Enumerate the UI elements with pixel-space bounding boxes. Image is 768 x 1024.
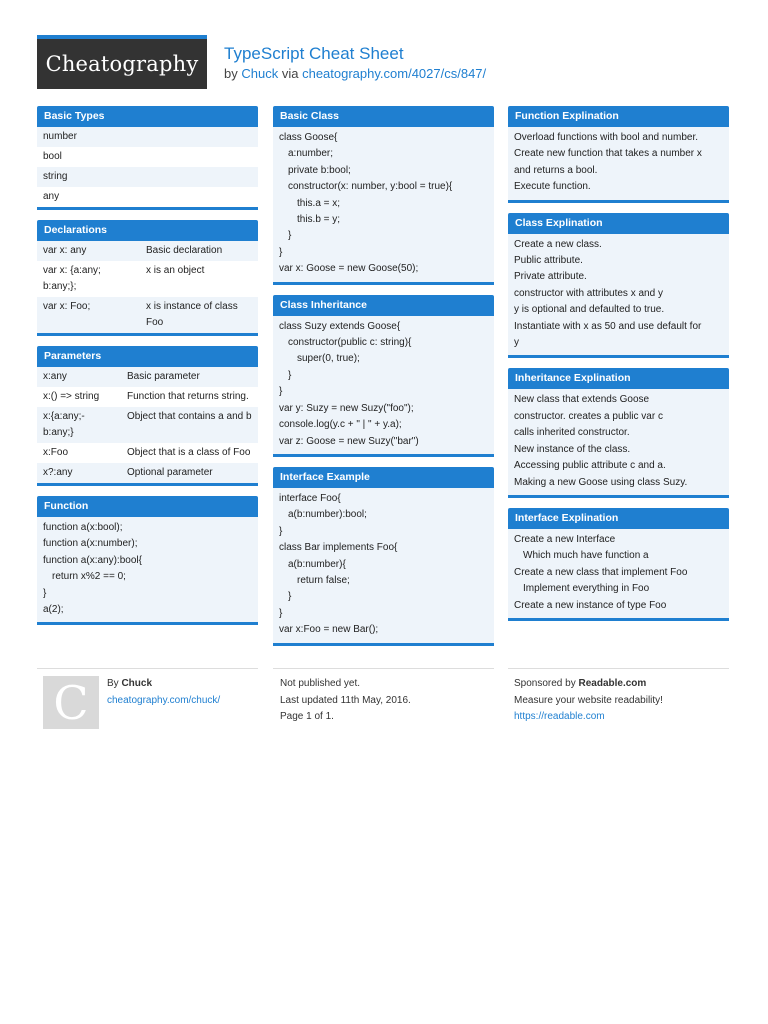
- function-title: Function: [37, 496, 258, 517]
- inheritance-explination-box: [508, 368, 729, 497]
- footer-divider: [273, 668, 494, 669]
- function-box: [37, 496, 258, 625]
- sponsor-name: Readable.com: [578, 678, 647, 689]
- column-1: [37, 106, 258, 635]
- declarations-title: Declarations: [37, 220, 258, 241]
- table-row: x:() => string Function that returns string.: [37, 387, 258, 407]
- inheritance-explination-title: Inheritance Explination: [508, 368, 729, 389]
- list-item: string: [37, 167, 258, 187]
- parameters-title: Parameters: [37, 346, 258, 367]
- last-updated: Last updated 11th May, 2016.: [280, 694, 411, 706]
- list-item: bool: [37, 147, 258, 167]
- interface-explination-title: Interface Explination: [508, 508, 729, 529]
- class-inheritance-title: Class Inheritance: [273, 295, 494, 316]
- table-row: x:Foo Object that is a class of Foo: [37, 443, 258, 463]
- page-number: Page 1 of 1.: [280, 711, 334, 722]
- interface-example-code: interface Foo{ a(b:number):bool; } class Bar implements Foo{ a(b:number){ return false; } } var x:Foo = new Bar();: [273, 488, 494, 643]
- footer-divider: [37, 668, 258, 669]
- declarations-box: [37, 220, 258, 336]
- author-avatar[interactable]: [43, 676, 99, 729]
- footer-author-name: Chuck: [121, 678, 153, 689]
- basic-types-box: [37, 106, 258, 210]
- byline-by: by: [224, 66, 238, 81]
- avatar-letter: C: [53, 675, 89, 730]
- logo-text: Cheatography: [45, 52, 199, 76]
- byline: [224, 66, 486, 81]
- function-explination-title: Function Explination: [508, 106, 729, 127]
- sponsor-tagline: Measure your website readability!: [514, 694, 663, 706]
- footer-sponsor: Sponsored by Readable.com Measure your website readability! https://readable.com: [514, 678, 663, 722]
- footer-divider: [508, 668, 729, 669]
- table-row: x:any Basic parameter: [37, 367, 258, 387]
- footer-author: By Chuck cheatography.com/chuck/: [107, 678, 221, 706]
- function-explination-box: [508, 106, 729, 203]
- basic-class-box: [273, 106, 494, 285]
- function-code: function a(x:bool); function a(x:number); function a(x:any):bool{ return x%2 == 0; } a(2);: [37, 517, 258, 622]
- basic-types-title: Basic Types: [37, 106, 258, 127]
- inheritance-explination-text: New class that extends Goose constructor. creates a public var c calls inherited constructor. New instance of the class. Accessing public attribute c and a. Making a new Goose using class Suzy.: [508, 389, 729, 494]
- column-2: [273, 106, 494, 656]
- page-title: TypeScript Cheat Sheet: [224, 44, 404, 63]
- author-profile-link[interactable]: cheatography.com/chuck/: [107, 694, 221, 706]
- sponsor-link[interactable]: https://readable.com: [514, 711, 605, 722]
- column-3: [508, 106, 729, 631]
- published-status: Not published yet.: [280, 678, 361, 689]
- table-row: x:{a:any;- b:any;} Object that contains a and b: [37, 407, 258, 443]
- cheatography-logo[interactable]: [37, 35, 207, 89]
- function-explination-text: Overload functions with bool and number. Create new function that takes a number x and returns a bool. Execute function.: [508, 127, 729, 200]
- interface-explination-text: Create a new Interface Which much have function a Create a new class that implement Foo Implement everything in Foo Create a new instance of type Foo: [508, 529, 729, 618]
- interface-example-box: [273, 467, 494, 646]
- table-row: x?:any Optional parameter: [37, 463, 258, 483]
- author-link[interactable]: Chuck: [241, 66, 279, 81]
- table-row: var x: any Basic declaration: [37, 241, 258, 261]
- class-explination-text: Create a new class. Public attribute. Private attribute. constructor with attributes x and y y is optional and defaulted to true. Instantiate with x as 50 and use default for y: [508, 234, 729, 356]
- class-inheritance-box: [273, 295, 494, 457]
- footer-status: [280, 676, 411, 726]
- byline-via: via: [281, 66, 299, 81]
- table-row: var x: Foo; x is instance of class Foo: [37, 297, 258, 333]
- parameters-box: [37, 346, 258, 486]
- class-explination-box: [508, 213, 729, 359]
- list-item: number: [37, 127, 258, 147]
- interface-explination-box: [508, 508, 729, 621]
- basic-class-title: Basic Class: [273, 106, 494, 127]
- basic-class-code: class Goose{ a:number; private b:bool; constructor(x: number, y:bool = true){ this.a = x; this.b = y; } } var x: Goose = new Goose(50);: [273, 127, 494, 282]
- table-row: var x: {a:any; b:any;}; x is an object: [37, 261, 258, 297]
- sheet-url-link[interactable]: cheatography.com/4027/cs/847/: [302, 66, 487, 81]
- class-inheritance-code: class Suzy extends Goose{ constructor(public c: string){ super(0, true); } } var y: Suzy = new Suzy("foo"); console.log(y.c + " | " + y.a); var z: Goose = new Suzy("bar"): [273, 316, 494, 454]
- list-item: any: [37, 187, 258, 207]
- interface-example-title: Interface Example: [273, 467, 494, 488]
- class-explination-title: Class Explination: [508, 213, 729, 234]
